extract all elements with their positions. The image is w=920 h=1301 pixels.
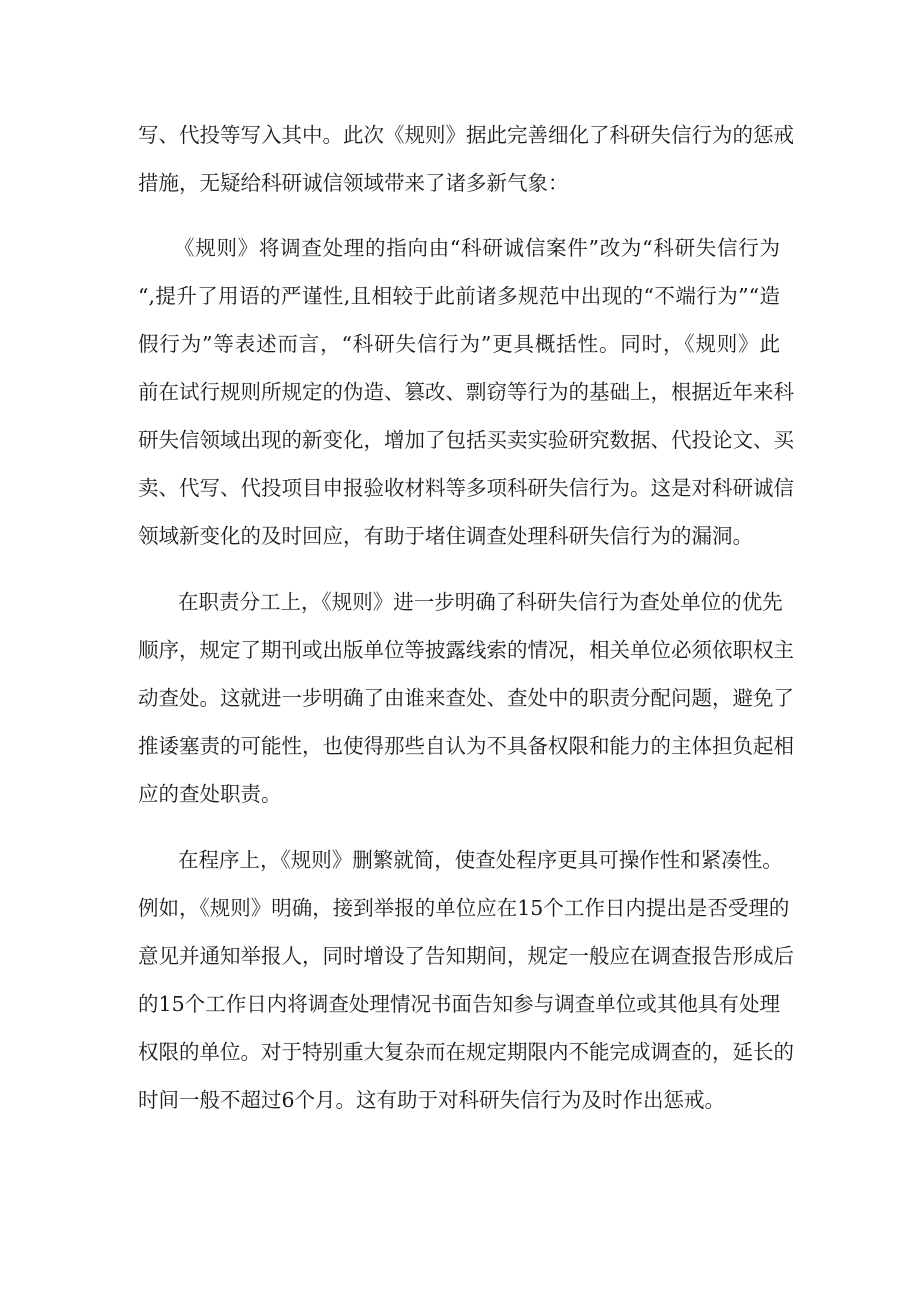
- text-line: 假行为”等表述而言，“科研失信行为”更具概括性。同时，《规则》此: [138, 332, 780, 356]
- text-line: 时间一般不超过6个月。这有助于对科研失信行为及时作出惩戒。: [138, 1088, 726, 1112]
- text-line: 《规则》将调查处理的指向由“科研诚信案件”改为“科研失信行为: [174, 236, 780, 260]
- text-line: “,提升了用语的严谨性,且相较于此前诸多规范中出现的“不端行为”“造: [138, 284, 780, 308]
- text-line: 权限的单位。对于特别重大复杂而在规定期限内不能完成调查的，延长的: [138, 1040, 794, 1064]
- text-line: 动查处。这就进一步明确了由谁来查处、查处中的职责分配问题，避免了: [138, 686, 794, 710]
- text-line: 应的查处职责。: [138, 782, 282, 806]
- text-line: 推诿塞责的可能性，也使得那些自认为不具备权限和能力的主体担负起相: [138, 734, 794, 758]
- text-line: 措施，无疑给科研诚信领域带来了诸多新气象：: [138, 171, 569, 195]
- text-line: 顺序，规定了期刊或出版单位等披露线索的情况，相关单位必须依职权主: [138, 638, 794, 662]
- text-line: 在职责分工上，《规则》进一步明确了科研失信行为查处单位的优先: [178, 590, 783, 614]
- text-line: 意见并通知举报人，同时增设了告知期间，规定一般应在调查报告形成后: [138, 944, 794, 968]
- text-line: 在程序上，《规则》删繁就简，使查处程序更具可操作性和紧凑性。: [178, 848, 783, 872]
- text-line: 写、代投等写入其中。此次《规则》据此完善细化了科研失信行为的惩戒: [138, 123, 794, 147]
- text-line: 领域新变化的及时回应，有助于堵住调查处理科研失信行为的漏洞。: [138, 524, 753, 548]
- text-line: 前在试行规则所规定的伪造、篡改、剽窃等行为的基础上，根据近年来科: [138, 380, 794, 404]
- text-line: 卖、代写、代投项目申报验收材料等多项科研失信行为。这是对科研诚信: [138, 476, 794, 500]
- text-line: 研失信领域出现的新变化，增加了包括买卖实验研究数据、代投论文、买: [138, 428, 794, 452]
- text-line: 例如，《规则》明确，接到举报的单位应在15个工作日内提出是否受理的: [138, 896, 790, 920]
- text-line: 的15个工作日内将调查处理情况书面告知参与调查单位或其他具有处理: [138, 992, 780, 1016]
